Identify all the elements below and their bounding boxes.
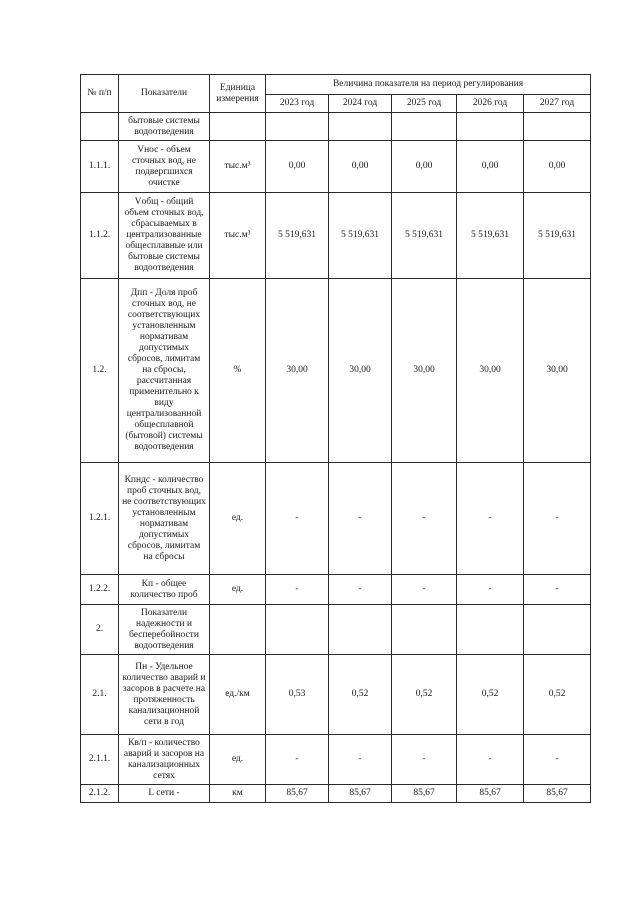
header-year: 2025 год [392,95,457,113]
row-value: 85,67 [266,785,329,803]
row-value: 85,67 [392,785,457,803]
row-value: 5 519,631 [524,193,591,279]
table-row [81,575,591,605]
row-value [524,113,591,141]
table-row [81,193,591,279]
row-unit [210,605,266,655]
row-value [329,605,392,655]
row-unit: тыс.м³ [210,193,266,279]
row-value: - [457,735,524,785]
indicators-table [80,74,591,803]
row-number: 2. [81,605,119,655]
row-value: 0,52 [524,655,591,735]
row-indicator-name: Кпндс - количество проб сточных вод, не соответствующих установленным нормативам допустимых сбросов, лимитам на сбросы [119,463,210,575]
table-row [81,463,591,575]
row-indicator-name: Кп - общее количество проб [119,575,210,605]
row-value: - [329,575,392,605]
header-year: 2026 год [457,95,524,113]
header-indicator: Показатели [119,75,210,113]
row-indicator-name: Показатели надежности и бесперебойности водоотведения [119,605,210,655]
row-value: 0,00 [524,141,591,193]
row-value [266,605,329,655]
row-value [392,113,457,141]
row-indicator-name: Кв/п - количество аварий и засоров на канализационных сетях [119,735,210,785]
row-value: - [457,463,524,575]
row-value: - [524,735,591,785]
row-value: - [392,575,457,605]
row-value: 30,00 [266,279,329,463]
row-value: - [329,463,392,575]
row-value: 85,67 [457,785,524,803]
row-value: 5 519,631 [457,193,524,279]
row-value: - [266,463,329,575]
row-number: 1.1.2. [81,193,119,279]
table-row [81,655,591,735]
row-value: 0,52 [457,655,524,735]
table-row [81,113,591,141]
row-indicator-name: Дпп - Доля проб сточных вод, не соответствующих установленным нормативам допустимых сбросов, лимитам на сбросы, рассчитанная применительно к виду централизованной общесплавной (бытовой) системы водоотведения [119,279,210,463]
row-value: 0,53 [266,655,329,735]
row-value: 5 519,631 [392,193,457,279]
row-number: 1.1.1. [81,141,119,193]
row-value: - [266,575,329,605]
row-indicator-name: Vнос - объем сточных вод, не подвергшихся очистке [119,141,210,193]
row-value: 30,00 [392,279,457,463]
row-value [392,605,457,655]
row-value [266,113,329,141]
table-row [81,735,591,785]
header-num: № п/п [81,75,119,113]
row-indicator-name: Vобщ - общий объем сточных вод, сбрасываемых в централизованные общесплавные или бытовые системы водоотведения [119,193,210,279]
header-year: 2027 год [524,95,591,113]
row-value: - [524,463,591,575]
row-value: 0,00 [329,141,392,193]
row-value: 30,00 [524,279,591,463]
row-indicator-name: бытовые системы водоотведения [119,113,210,141]
row-unit [210,113,266,141]
row-value: 0,00 [266,141,329,193]
row-number [81,113,119,141]
row-value: 30,00 [457,279,524,463]
table-row [81,279,591,463]
row-value: - [524,575,591,605]
row-number: 2.1.2. [81,785,119,803]
row-value: - [329,735,392,785]
row-unit: % [210,279,266,463]
row-unit: ед./км [210,655,266,735]
row-value: - [392,735,457,785]
row-unit: км [210,785,266,803]
header-period: Величина показателя на период регулирования [266,75,591,95]
header-row-top [81,75,591,95]
row-value: 0,52 [392,655,457,735]
row-value: - [457,575,524,605]
row-number: 1.2.2. [81,575,119,605]
row-value: - [392,463,457,575]
row-value [329,113,392,141]
row-unit: ед. [210,575,266,605]
row-indicator-name: L сети - [119,785,210,803]
row-value: 0,00 [457,141,524,193]
table-row [81,605,591,655]
row-indicator-name: Пн - Удельное количество аварий и засоров в расчете на протяженность канализационной сети в год [119,655,210,735]
row-number: 2.1. [81,655,119,735]
row-value: 5 519,631 [329,193,392,279]
row-value: 0,00 [392,141,457,193]
row-value: 5 519,631 [266,193,329,279]
row-value: 85,67 [524,785,591,803]
row-value [524,605,591,655]
row-value: 85,67 [329,785,392,803]
row-number: 2.1.1. [81,735,119,785]
row-value [457,605,524,655]
row-value: 0,52 [329,655,392,735]
row-unit: ед. [210,463,266,575]
table-row [81,141,591,193]
row-unit: ед. [210,735,266,785]
header-year: 2024 год [329,95,392,113]
row-value [457,113,524,141]
row-value: - [266,735,329,785]
header-unit: Единица измерения [210,75,266,113]
row-number: 1.2.1. [81,463,119,575]
header-year: 2023 год [266,95,329,113]
row-number: 1.2. [81,279,119,463]
row-unit: тыс.м³ [210,141,266,193]
table-row [81,785,591,803]
row-value: 30,00 [329,279,392,463]
